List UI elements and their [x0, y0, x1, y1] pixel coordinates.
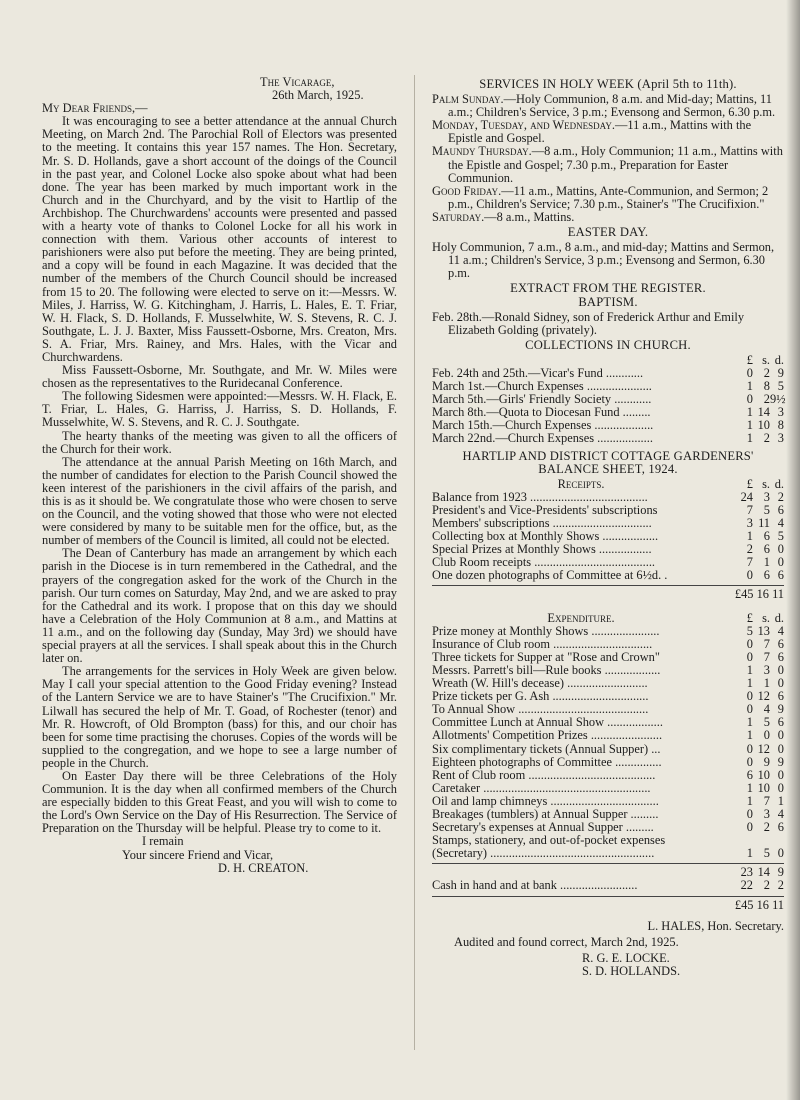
- receipt-row-label: One dozen photographs of Committee at 6½d. .: [432, 569, 668, 583]
- audited-statement: Audited and found correct, March 2nd, 1925.: [454, 934, 679, 949]
- expenditure-row-shillings: 1: [763, 676, 770, 691]
- expenditure-row-pence: 6: [777, 689, 784, 704]
- expenditure-row: [432, 664, 784, 677]
- receipt-row: [432, 530, 784, 543]
- collection-row-pounds: 1: [746, 405, 753, 420]
- expenditure-row: [432, 834, 784, 847]
- holy-week-item: Palm Sunday.—Holy Communion, 8 a.m. and Mid-day; Mattins, 11 a.m.; Children's Service, 3 p.m.; Evensong and Sermon, 6.30 p.m.: [432, 92, 776, 120]
- collection-row-label: Feb. 24th and 25th.—Vicar's Fund ............: [432, 366, 644, 380]
- receipt-row-pounds: 1: [746, 529, 753, 544]
- expenditure-row-pounds: 1: [746, 728, 753, 743]
- expenditure-row-pence: 4: [777, 623, 784, 638]
- expenditure-row-pence: 0: [777, 767, 784, 782]
- expenditure-row-amount: [730, 716, 784, 729]
- expenditure-row-label: Wreath (W. Hill's decease) ..........................: [432, 677, 648, 691]
- expenditure-row-label: Breakages (tumblers) at Annual Supper .........: [432, 807, 659, 821]
- expenditure-row-label: (Secretary) .....................................................: [432, 847, 655, 861]
- expenditure-row-shillings: 4: [763, 702, 770, 717]
- collections-table: [432, 367, 784, 446]
- expenditure-row-pence: 6: [777, 820, 784, 835]
- receipt-row: [432, 517, 784, 530]
- gardeners-heading: HARTLIP AND DISTRICT COTTAGE GARDENERS': [462, 448, 754, 463]
- receipt-row-shillings: 6: [763, 529, 770, 544]
- letter-salutation: My Dear Friends,—: [42, 101, 148, 116]
- expenditure-row-pounds: 1: [746, 793, 753, 808]
- receipt-row-pence: 2: [777, 489, 784, 504]
- expenditure-row: [432, 638, 784, 651]
- easter-text: Holy Communion, 7 a.m., 8 a.m., and mid-day; Mattins and Sermon, 11 a.m.; Children's Service, 3 p.m.; Evensong and Sermon, 6.30 p.m.: [432, 240, 775, 281]
- expenditure-table: [432, 625, 784, 861]
- expenditure-row-shillings: 0: [763, 728, 770, 743]
- expenditure-row-amount: [730, 795, 784, 808]
- expenditure-row-amount: [730, 808, 784, 821]
- expenditure-row-shillings: 3: [763, 662, 770, 677]
- baptism-heading: BAPTISM.: [578, 294, 638, 309]
- right-column: [432, 76, 784, 978]
- expenditure-row: [432, 795, 784, 808]
- expenditure-row-pounds: 0: [746, 741, 753, 756]
- expenditure-row-pounds: 1: [746, 676, 753, 691]
- receipt-row-pence: 4: [777, 516, 784, 530]
- auditor-locke: R. G. E. LOCKE.: [582, 950, 670, 965]
- collection-row-pence: 9: [777, 365, 784, 380]
- expenditure-total: £45 16 11: [734, 897, 784, 912]
- expenditure-row-shillings: 5: [763, 846, 770, 861]
- receipt-row-amount: [730, 491, 784, 504]
- expenditure-header: Expenditure. £ s. d.: [432, 612, 784, 625]
- collection-row-shillings: 2: [763, 431, 770, 446]
- receipt-row-label: President's and Vice-Presidents' subscriptions: [432, 503, 658, 517]
- receipts-total: £45 16 11: [734, 587, 784, 602]
- holy-week-item: Monday, Tuesday, and Wednesday.—11 a.m., Mattins with the Epistle and Gospel.: [432, 118, 752, 146]
- letter-paragraph: The Dean of Canterbury has made an arrangement by which each parish in the Diocese is in turn remembered in the Cathedral, and the prayers of the congregation asked for the work of the Church in the parish. Our turn comes on Saturday, May 2nd, and we are asked to pray for the Cathedral and its work. I propose that on this day we should have a Celebration of the Holy Communion at 8 a.m., and Mattins at 11 a.m., and on the following day (Sunday, May 3rd) we should have special prayers at all the services. I shall speak about this in the Church later on.: [42, 546, 397, 666]
- collection-row-label: March 8th.—Quota to Diocesan Fund .........: [432, 406, 651, 420]
- receipt-row-amount: [730, 517, 784, 530]
- expenditure-row-pence: 9: [777, 754, 784, 769]
- expenditure-row-pence: 6: [777, 715, 784, 730]
- expenditure-row-shillings: 10: [757, 780, 770, 795]
- auditor-hollands: S. D. HOLLANDS.: [582, 963, 681, 978]
- holy-week-item: Saturday.—8 a.m., Mattins.: [432, 209, 575, 224]
- expenditure-row-amount: [730, 782, 784, 795]
- expenditure-row-shillings: 10: [757, 767, 770, 782]
- expenditure-row-label: To Annual Show ..........................................: [432, 703, 649, 717]
- letter-paragraph: Miss Faussett-Osborne, Mr. Southgate, and Mr. W. Miles were chosen as the representatives to the Ruridecanal Conference.: [42, 363, 397, 391]
- expenditure-row-amount: [730, 638, 784, 651]
- expenditure-row-shillings: 5: [763, 715, 770, 730]
- receipt-row-amount: [730, 543, 784, 556]
- receipt-row-label: Special Prizes at Monthly Shows .................: [432, 543, 652, 557]
- expenditure-row-pounds: 1: [746, 846, 753, 861]
- collection-row-pence: 9½: [770, 392, 786, 407]
- expenditure-row-label: Stamps, stationery, and out-of-pocket expenses: [432, 834, 666, 848]
- collection-row: [432, 406, 784, 419]
- letter-paragraph: The following Sidesmen were appointed:—Messrs. W. H. Flack, E. T. Friar, L. Hales, G. Harriss, J. Harriss, S. D. Hollands, F. Musselwhite, W. S. Stevens, and R. C. J. Southgate.: [42, 389, 397, 430]
- receipt-row-shillings: 11: [758, 516, 770, 530]
- receipt-row-shillings: 3: [763, 489, 770, 504]
- receipt-row-pounds: 3: [746, 516, 753, 530]
- expenditure-row-pence: 6: [777, 636, 784, 651]
- receipt-row-amount: [730, 569, 784, 582]
- expenditure-row-amount: [730, 769, 784, 782]
- expenditure-row-label: Allotments' Competition Prizes .......................: [432, 729, 663, 743]
- receipt-row-label: Members' subscriptions ................................: [432, 517, 652, 530]
- receipt-row-pounds: 0: [746, 568, 753, 583]
- expenditure-row-label: Oil and lamp chimneys ...................................: [432, 794, 659, 808]
- collection-row-amount: [730, 406, 784, 419]
- collection-row-pence: 3: [777, 405, 784, 420]
- collection-row: [432, 367, 784, 380]
- collection-row: [432, 432, 784, 445]
- letter-paragraph: It was encouraging to see a better attendance at the annual Church Meeting, on March 2nd. The Parochial Roll of Electors was presented to the meeting. It contains this year 157 names. The Hon. Secretary, Mr. S. D. Hollands, gave a short account of the doings of the Council in the past year, and Colonel Locke also spoke about what had been done. The year has been marked by much important work in the Church and in the Churchyard, and by the visit to Hartlip of the Archbishop. The Churchwardens' accounts were presented and passed with a hearty vote of thanks to Colonel Locke for all his work in connection with them. Various other accounts of interest to parishioners were also put before the meeting. They are being printed, and a copy will be found in each Magazine. It was decided that the number of the members of the Church Council should be increased from 15 to 20. The following were elected to serve on it:—Messrs. W. Miles, J. Harriss, W. G. Kitchingham, J. Harris, L. Hales, E. T. Friar, W. H. Flack, S. D. Hollands, F. Musselwhite, W. S. Stevens, R. C. J. Southgate, L. J. J. Baxter, Miss Faussett-Osborne, Mrs. Creaton, Mrs. S. A. Friar, Mrs. Rainey, and Mrs. Hales, with the Vicar and Churchwardens.: [42, 114, 397, 364]
- letter-signature: D. H. CREATON.: [218, 860, 309, 875]
- expenditure-row-shillings: 3: [763, 806, 770, 821]
- expenditure-row: [432, 847, 784, 860]
- expenditure-row-label: Three tickets for Supper at "Rose and Crown": [432, 650, 660, 664]
- expenditure-row-label: Messrs. Parrett's bill—Rule books ..................: [432, 663, 661, 677]
- receipts-total-row: [432, 585, 784, 601]
- expenditure-row: [432, 756, 784, 769]
- collection-row-shillings: 10: [757, 418, 770, 433]
- expenditure-row-shillings: 7: [763, 793, 770, 808]
- collection-row-label: March 15th.—Church Expenses ...................: [432, 419, 654, 433]
- receipt-row: [432, 504, 784, 517]
- collection-row-shillings: 2: [763, 392, 770, 407]
- expenditure-row-shillings: 2: [763, 820, 770, 835]
- expenditure-row-pence: 0: [777, 728, 784, 743]
- expenditure-row-amount: [730, 690, 784, 703]
- collection-row-pounds: 1: [746, 431, 753, 446]
- expenditure-row: [432, 821, 784, 834]
- letter-paragraph: The hearty thanks of the meeting was given to all the officers of the Church for their work.: [42, 428, 397, 456]
- expenditure-row-label: Committee Lunch at Annual Show ..................: [432, 716, 663, 730]
- collection-row-pounds: 1: [746, 418, 753, 433]
- vicar-letter: [42, 76, 397, 875]
- expenditure-row-pence: 0: [777, 741, 784, 756]
- letter-closing: I remain: [142, 834, 184, 849]
- receipt-row: [432, 556, 784, 569]
- receipt-row: [432, 543, 784, 556]
- collection-row-amount: [730, 393, 784, 406]
- expenditure-row-shillings: 7: [763, 636, 770, 651]
- collection-row-amount: [730, 432, 784, 445]
- expenditure-row-amount: [730, 664, 784, 677]
- column-divider: [414, 75, 415, 1050]
- expenditure-row-pounds: 0: [746, 636, 753, 651]
- receipt-row-pence: 0: [777, 555, 784, 570]
- expenditure-subtotal: 23 14 9: [432, 863, 784, 879]
- collection-row-pence: 3: [777, 431, 784, 446]
- expenditure-row-amount: [730, 821, 784, 834]
- expenditure-row-pounds: 5: [746, 623, 753, 638]
- expenditure-row-pence: 1: [777, 793, 784, 808]
- collection-row-pounds: 0: [746, 365, 753, 380]
- expenditure-row-shillings: 7: [763, 649, 770, 664]
- collection-row-amount: [730, 367, 784, 380]
- expenditure-row-pounds: 0: [746, 702, 753, 717]
- collection-row-label: March 22nd.—Church Expenses ..................: [432, 432, 653, 446]
- expenditure-heading: Expenditure.: [547, 611, 615, 625]
- expenditure-row-amount: [730, 677, 784, 690]
- expenditure-row-shillings: 9: [763, 754, 770, 769]
- expenditure-row-pence: 0: [777, 780, 784, 795]
- receipts-heading: Receipts.: [557, 477, 605, 491]
- receipt-row-label: Collecting box at Monthly Shows ..................: [432, 530, 659, 544]
- receipts-header: Receipts. £ s. d.: [432, 478, 784, 491]
- letter-closing-2: Your sincere Friend and Vicar,: [122, 847, 274, 862]
- letter-date: 26th March, 1925.: [272, 88, 364, 103]
- letter-paragraph: The attendance at the annual Parish Meeting on 16th March, and the number of candidates for election to the Parish Council showed the keen interest of the parishioners in the civil affairs of the parish, and this is as it should be. We congratulate those who were chosen to serve on the Council, and the voting showed that those who were not elected were considered by many to be suitable men for the office, but, as the number of members of the Council is limited, all could not be elected.: [42, 454, 397, 548]
- expenditure-row-amount: [730, 743, 784, 756]
- expenditure-row-pounds: 0: [746, 806, 753, 821]
- receipt-row-pence: 6: [777, 502, 784, 517]
- expenditure-row-pounds: 1: [746, 662, 753, 677]
- receipt-row-amount: [730, 556, 784, 569]
- expenditure-row-shillings: 12: [757, 689, 770, 704]
- letter-paragraph: On Easter Day there will be three Celebrations of the Holy Communion. It is the day when all confirmed members of the Church are especially bidden to this Great Feast, and you will wish to come to the Lord's Own Service on the Day of His Resurrection. The Service of Preparation on the Thursday will be helpful. Please try to come to it.: [42, 768, 397, 836]
- receipt-row-label: Club Room receipts .......................................: [432, 556, 656, 570]
- expenditure-row-pounds: 1: [746, 780, 753, 795]
- expenditure-row-label: Six complimentary tickets (Annual Supper) ...: [432, 742, 661, 756]
- register-heading: EXTRACT FROM THE REGISTER.: [510, 281, 706, 296]
- expenditure-row: [432, 808, 784, 821]
- receipt-row-shillings: 5: [763, 502, 770, 517]
- receipt-row-pounds: 2: [746, 542, 753, 557]
- receipt-row-shillings: 6: [763, 568, 770, 583]
- expenditure-row-pounds: 0: [746, 820, 753, 835]
- cash-row: Cash in hand and at bank ......................... 22 2 2: [432, 878, 784, 893]
- expenditure-row-label: Caretaker ......................................................: [432, 781, 651, 795]
- receipt-row-shillings: 6: [763, 542, 770, 557]
- expenditure-row-pounds: 0: [746, 754, 753, 769]
- receipt-row-pounds: 24: [740, 489, 753, 504]
- expenditure-row-pounds: 1: [746, 715, 753, 730]
- expenditure-row-pounds: 0: [746, 689, 753, 704]
- secretary-signature: L. HALES, Hon. Secretary.: [647, 918, 784, 933]
- expenditure-row: [432, 716, 784, 729]
- collection-row-shillings: 2: [763, 365, 770, 380]
- baptism-entry: Feb. 28th.—Ronald Sidney, son of Frederick Arthur and Emily Elizabeth Golding (privately).: [432, 309, 745, 337]
- receipt-row: [432, 569, 784, 582]
- receipts-table: [432, 491, 784, 583]
- expenditure-row-shillings: 13: [757, 623, 770, 638]
- receipt-row-pounds: 7: [746, 555, 753, 570]
- expenditure-row-pounds: 0: [746, 649, 753, 664]
- expenditure-row-label: Secretary's expenses at Annual Supper .........: [432, 821, 654, 835]
- receipt-row: [432, 491, 784, 504]
- letter-paragraph: The arrangements for the services in Holy Week are given below. May I call your special attention to the Good Friday evening? Instead of the Lantern Service we are to have Stainer's "The Crucifixion." Mr. Lilwall has secured the help of Mr. T. Goad, of Rochester (tenor) and Mr. R. Howcroft, of Old Brompton (bass) for this, and our choir has been for some time practising the choruses. Copies of the words will be supplied to the congregation, and we hope to see a large number of people in the Church.: [42, 664, 397, 770]
- easter-heading: EASTER DAY.: [567, 225, 649, 240]
- expenditure-row-pence: 0: [777, 676, 784, 691]
- holy-week-item: Good Friday.—11 a.m., Mattins, Ante-Communion, and Sermon; 2 p.m., Children's Service; 7.30 p.m., Stainer's "The Crucifixion.": [432, 183, 769, 211]
- collection-row-shillings: 14: [757, 405, 770, 420]
- expenditure-row: [432, 769, 784, 782]
- collection-row: [432, 419, 784, 432]
- collection-row-label: March 1st.—Church Expenses .....................: [432, 380, 652, 394]
- expenditure-row-label: Prize tickets per G. Ash ...............................: [432, 690, 649, 704]
- expenditure-row-amount: [730, 651, 784, 664]
- expenditure-row: [432, 782, 784, 795]
- expenditure-row-pence: 0: [777, 846, 784, 861]
- expenditure-row-amount: [730, 729, 784, 742]
- collection-row-pounds: 0: [746, 392, 753, 407]
- page-edge-shadow: [786, 0, 800, 1100]
- collection-row-pence: 5: [777, 379, 784, 394]
- expenditure-row: [432, 690, 784, 703]
- expenditure-row-pounds: 6: [746, 767, 753, 782]
- letter-address: The Vicarage,: [260, 75, 335, 89]
- collection-row-amount: [730, 419, 784, 432]
- receipt-row-amount: [730, 530, 784, 543]
- collection-row-pounds: 1: [746, 379, 753, 394]
- expenditure-total-row: [432, 896, 784, 912]
- collection-row-shillings: 8: [763, 379, 770, 394]
- collection-row: [432, 380, 784, 393]
- receipt-row-pence: 6: [777, 568, 784, 583]
- expenditure-row-label: Insurance of Club room ................................: [432, 637, 653, 651]
- balance-sheet-heading: BALANCE SHEET, 1924.: [538, 461, 678, 476]
- expenditure-row: [432, 743, 784, 756]
- expenditure-row: [432, 729, 784, 742]
- receipt-row-amount: [730, 504, 784, 517]
- expenditure-row-amount: [730, 625, 784, 638]
- expenditure-row-label: Prize money at Monthly Shows ......................: [432, 624, 660, 638]
- collection-row-pence: 8: [777, 418, 784, 433]
- expenditure-row-pence: 4: [777, 806, 784, 821]
- expenditure-row-amount: [730, 756, 784, 769]
- collections-heading: COLLECTIONS IN CHURCH.: [525, 337, 691, 352]
- expenditure-row: [432, 677, 784, 690]
- expenditure-row-label: Eighteen photographs of Committee ...............: [432, 755, 662, 769]
- receipt-row-pence: 0: [777, 542, 784, 557]
- collection-row: [432, 393, 784, 406]
- collection-row-label: March 5th.—Girls' Friendly Society ............: [432, 393, 652, 407]
- expenditure-row: [432, 651, 784, 664]
- expenditure-row-amount: [730, 703, 784, 716]
- expenditure-row-pence: 0: [777, 662, 784, 677]
- holy-week-heading: SERVICES IN HOLY WEEK (April 5th to 11th).: [479, 77, 737, 91]
- expenditure-row: [432, 625, 784, 638]
- expenditure-row: [432, 703, 784, 716]
- receipt-row-shillings: 1: [763, 555, 770, 570]
- expenditure-row-pence: 6: [777, 649, 784, 664]
- expenditure-row-shillings: 12: [757, 741, 770, 756]
- expenditure-row-amount: [730, 847, 784, 860]
- receipt-row-pence: 5: [777, 529, 784, 544]
- expenditure-row-pence: 9: [777, 702, 784, 717]
- holy-week-item: Maundy Thursday.—8 a.m., Holy Communion; 11 a.m., Mattins with the Epistle and Gospel; 7.30 p.m., Preparation for Easter Communion.: [432, 144, 783, 185]
- receipt-row-pounds: 7: [746, 502, 753, 517]
- expenditure-row-label: Rent of Club room .........................................: [432, 768, 656, 782]
- currency-header: £ s. d.: [746, 352, 784, 367]
- receipt-row-label: Balance from 1923 ......................................: [432, 490, 648, 504]
